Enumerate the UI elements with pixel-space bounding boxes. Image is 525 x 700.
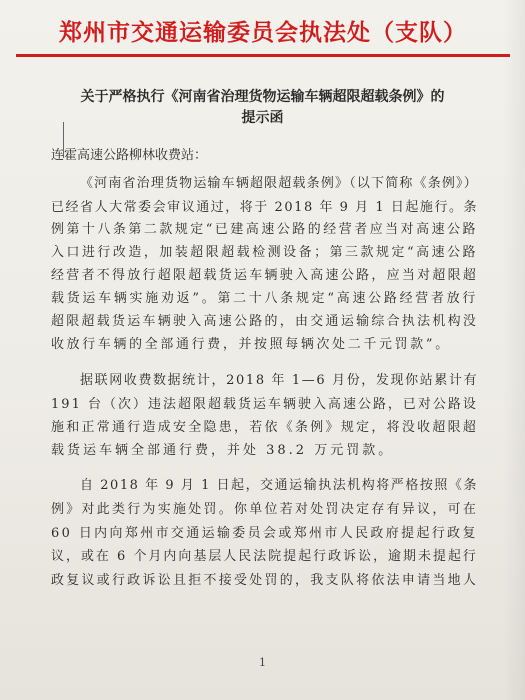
- document-title-line1: 关于严格执行《河南省治理货物运输车辆超限超载条例》的: [80, 89, 445, 105]
- body-line: 载货运车辆实施劝返”。第二十八条规定“高速公路经营者放行: [51, 291, 479, 306]
- body-line: 《河南省治理货物运输车辆超限超载条例》（以下简称《条例》）: [80, 176, 478, 191]
- body-line: 载货运车辆全部通行费，并处 38.2 万元罚款。: [51, 443, 395, 458]
- body-line: 自 2018 年 9 月 1 日起，交通运输执法机构将严格按照《条: [80, 478, 478, 493]
- page-number: 1: [259, 656, 266, 669]
- body-line: 据联网收费数据统计，2018 年 1—6 月份，发现你站累计有: [80, 373, 479, 388]
- body-line: 经营者不得放行超限超载货运车辆驶入高速公路，应当对超限超: [51, 268, 479, 283]
- body-line: 议，或在 6 个月内向基层人民法院提起行政诉讼，逾期未提起行: [51, 549, 478, 564]
- body-line: 191 台（次）违法超限超载货运车辆驶入高速公路，已对公路设: [51, 397, 478, 412]
- header-red-rule: [16, 54, 510, 57]
- addressee: 连霍高速公路柳林收费站：: [51, 148, 208, 163]
- body-line: 政复议或行政诉讼且拒不接受处罚的，我支队将依法申请当地人: [51, 573, 479, 588]
- body-line: 收放行车辆的全部通行费，并按照每辆次处二千元罚款”。: [51, 337, 451, 352]
- body-line: 入口进行改造，加装超限超载检测设备；第三款规定“高速公路: [51, 245, 479, 260]
- document-title-line2: 提示函: [241, 110, 284, 126]
- body-line: 已经省人大常委会审议通过，将于 2018 年 9 月 1 日起施行。条: [51, 200, 479, 215]
- page-shadow: [503, 0, 525, 700]
- org-header: 郑州市交通运输委员会执法处（支队）: [59, 19, 467, 46]
- body-line: 施和正常通行造成安全隐患，若依《条例》规定，将没收超限超: [51, 420, 479, 435]
- body-line: 60 日内向郑州市交通运输委员会或郑州市人民政府提起行政复: [51, 526, 478, 541]
- body-line: 例第十八条第二款规定“已建高速公路的经营者应当对高速公路: [51, 222, 479, 237]
- body-line: 超限超载货运车辆驶入高速公路的，由交通运输综合执法机构没: [51, 314, 479, 329]
- body-line: 例》对此类行为实施处罚。你单位若对处罚决定存有异议，可在: [51, 502, 479, 517]
